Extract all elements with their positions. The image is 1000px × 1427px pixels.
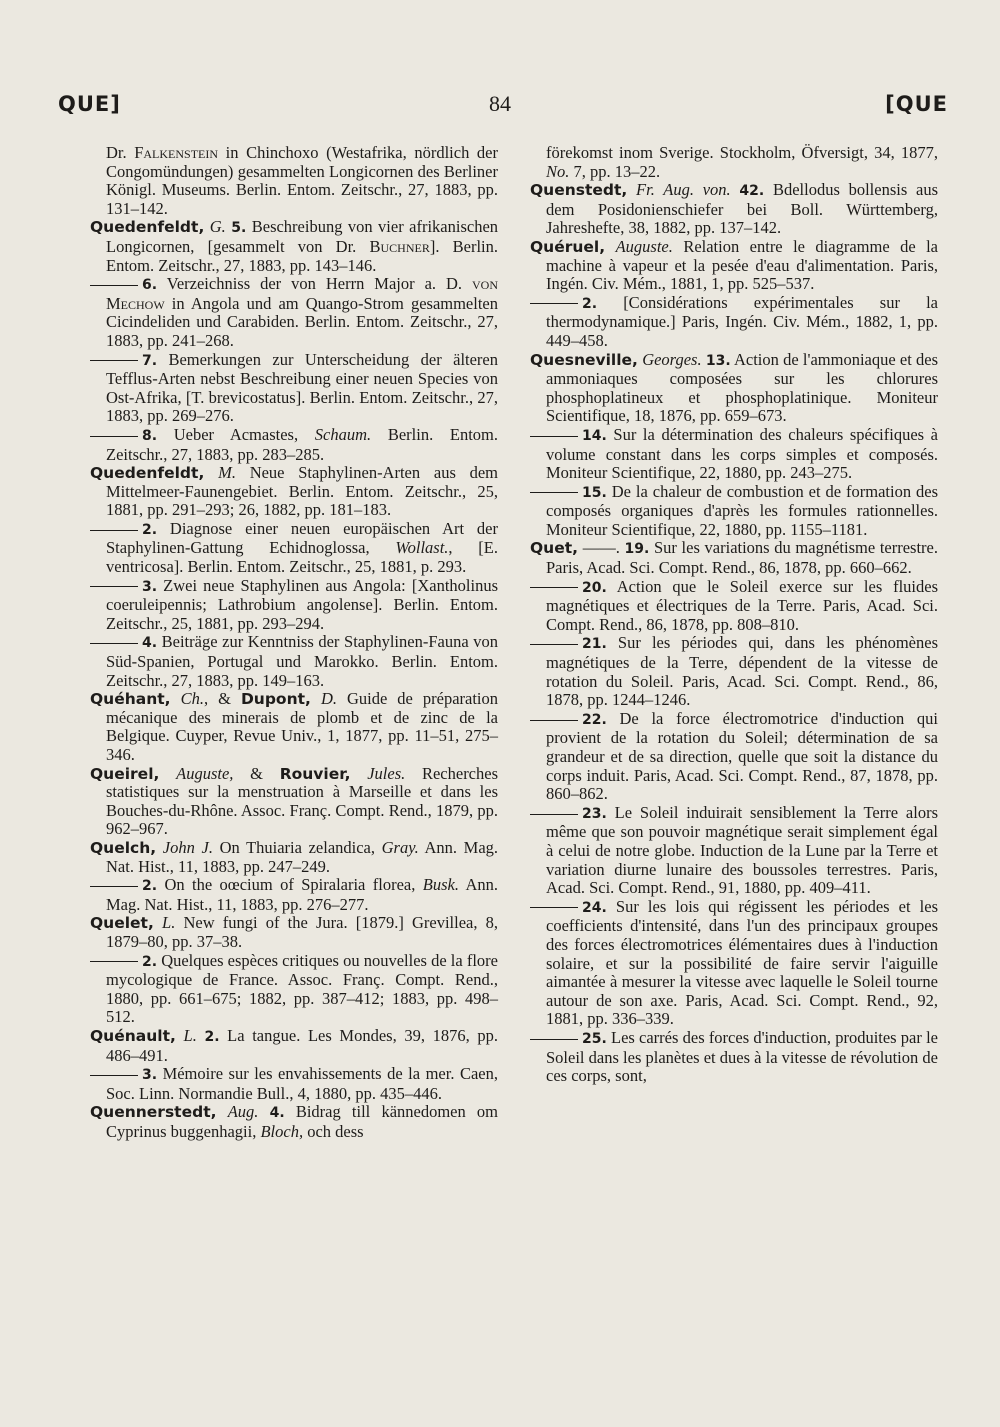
entry-text: , [E. ventricosa]. Berlin. Entom. Zeitschr., 25, 1881, p. 293.	[106, 538, 498, 577]
entry-text: Relation entre le diagramme de la machine à vapeur et la pesée d'eau d'alimentation. Paris, Ingén. Civ. Mém., 1881, 1, pp. 525–537.	[546, 236, 939, 294]
entry-text: D.	[320, 689, 337, 709]
author-name: Quéruel,	[530, 237, 606, 256]
entry-text: Action que le Soleil exerce sur les fluides magnétiques et électriques de la Terre. Paris, Acad. Sci. Compt. Rend., 86, 1878, pp. 808–810.	[546, 576, 938, 634]
ditto-rule	[530, 814, 578, 815]
entry-text: Zwei neue Staphylinen aus Angola: [Xantholinus coeruleipennis; Lathrobium angolense]. Berlin. Entom. Zeitschr., 25, 1881, pp. 293–294.	[106, 575, 498, 633]
entry-text	[627, 180, 636, 199]
bibliography-entry	[90, 876, 498, 914]
bibliography-entry	[530, 426, 938, 483]
entry-text: Aug.	[227, 1102, 259, 1122]
entry-number: 20.	[582, 579, 607, 596]
entry-text: Wollast.	[395, 538, 449, 558]
entry-number: 4.	[142, 635, 158, 652]
entry-text: Neue Staphylinen-Arten aus dem Mittelmeer-Faunengebiet. Berlin. Entom. Zeitschr., 25, 1881, pp. 291–293; 26, 1882, pp. 181–183.	[106, 463, 499, 520]
entry-text: L.	[162, 913, 176, 933]
entry-text: Beiträge zur Kenntniss der Staphylinen-Fauna von Süd-Spanien, Portugal und Marokko. Berlin. Entom. Zeitschr., 27, 1883, pp. 149–163.	[106, 632, 498, 690]
ditto-rule	[90, 436, 138, 437]
right-column	[530, 144, 938, 1086]
entry-number: 21.	[582, 636, 607, 653]
entry-text: Fr. Aug. von.	[636, 180, 731, 200]
entry-number: 22.	[582, 711, 607, 728]
ditto-rule	[530, 720, 578, 721]
entry-text: Verzeichniss der von Herrn Major a. D.	[157, 274, 472, 294]
ditto-rule	[530, 644, 578, 645]
entry-text: in Chinchoxo (Westafrika, nördlich der Congomündungen) gesammelten Longicornen des Berliner Königl. Museums. Berlin. Entom. Zeitschr., 27, 1883, pp. 131–142.	[106, 143, 498, 218]
bibliography-entry	[530, 238, 938, 294]
bibliography-entry	[530, 710, 938, 804]
author-name: Queirel,	[90, 764, 160, 783]
entry-number: 14.	[582, 427, 607, 444]
author-name: Dupont,	[240, 690, 311, 709]
entry-text: New fungi of the Jura. [1879.] Grevillea, 8, 1879–80, pp. 37–38.	[106, 913, 499, 951]
bibliography-entry	[530, 578, 938, 635]
entry-number: 25.	[582, 1030, 607, 1047]
author-name: Quénault,	[90, 1026, 176, 1045]
entry-text: Recherches statistiques sur la menstruation à Marseille et dans les Bouches-du-Rhône. Assoc. Franç. Compt. Rend., 1879, pp. 962–967.	[106, 763, 499, 839]
bibliography-entry	[530, 539, 938, 577]
entry-text	[171, 689, 181, 708]
author-name: Quedenfeldt,	[90, 464, 205, 483]
entry-text: 7, pp. 13–22.	[569, 161, 661, 181]
entry-text: Beschreibung von vier afrikanischen Longicornen, [gesammelt von Dr.	[106, 217, 499, 256]
author-name: Quelet,	[90, 914, 154, 933]
entry-text: Ch.	[180, 689, 204, 709]
entry-text: ]. Berlin. Entom. Zeitschr., 27, 1883, pp. 143–146.	[106, 236, 498, 275]
entry-text: Bloch,	[260, 1121, 304, 1141]
author-name: Quenstedt,	[530, 181, 628, 200]
author-name: Quesneville,	[530, 350, 638, 369]
bibliography-entry	[90, 464, 498, 520]
entry-text: Ueber Acmastes,	[157, 424, 315, 444]
entry-text	[311, 689, 321, 708]
entry-text: Les carrés des forces d'induction, produites par le Soleil dans les planètes et dues à la vitesse de révolution de ces corps, sont,	[546, 1027, 938, 1086]
bibliography-entry	[530, 898, 938, 1029]
ditto-rule	[530, 492, 578, 493]
entry-number: 4.	[269, 1105, 285, 1122]
entry-text: Bemerkungen zur Unterscheidung der älteren Tefflus-Arten nebst Beschreibung einer neuen Species von Ost-Afrika, [T. brevicostatus]. Berlin. Entom. Zeitschr., 27, 1883, pp. 269–276.	[106, 349, 498, 426]
entry-text: Diagnose einer neuen europäischen Art der Staphylinen-Gattung Echidnoglossa,	[106, 518, 498, 558]
left-column	[90, 144, 498, 1141]
entry-text: Mémoire sur les envahissements de la mer. Caen, Soc. Linn. Normandie Bull., 4, 1880, pp. 435–446.	[106, 1064, 498, 1103]
entry-text: La tangue. Les Mondes, 39, 1876, pp. 486–491.	[106, 1025, 499, 1065]
entry-text: John J.	[162, 837, 213, 857]
entry-text: De la force électromotrice d'induction qui provient de la rotation du Soleil; détermination de sa grandeur et de sa direction, quelle que soit la distance du corps induit. Paris, Acad. Sci. Compt. Rend., 87, 1878, pp. 860–862.	[546, 708, 938, 804]
running-head-right: [QUE	[885, 92, 948, 116]
ditto-rule	[90, 1075, 138, 1076]
ditto-rule	[530, 436, 578, 437]
bibliography-entry	[90, 690, 498, 764]
ditto-rule	[90, 360, 138, 361]
entry-text: Falkenstein	[134, 143, 219, 162]
author-name: Quennerstedt,	[90, 1103, 217, 1122]
author-name: Quéhant,	[90, 690, 171, 709]
entry-number: 2.	[142, 878, 158, 895]
entry-text: Le Soleil induirait sensiblement la Terre alors même que son pouvoir magnétique serait simplement égal à celui de notre globe. Induction de la Lune par la Terre et variation diurne lunaire des boussoles terrestres. Paris, Acad. Sci. Compt. Rend., 91, 1880, pp. 409–411.	[546, 802, 938, 898]
entry-text	[156, 838, 163, 857]
entry-text: G.	[209, 217, 226, 237]
ditto-rule	[90, 586, 138, 587]
bibliography-entry	[90, 839, 498, 876]
ditto-rule	[530, 1039, 578, 1040]
bibliography-entry	[530, 634, 938, 709]
author-name: Quelch,	[90, 838, 157, 857]
entry-text: Jules.	[367, 763, 406, 783]
ditto-rule	[90, 643, 138, 644]
entry-text: Auguste.	[615, 236, 673, 256]
entry-number: 15.	[582, 484, 607, 501]
entry-number: 2.	[582, 295, 598, 312]
entry-number: 3.	[142, 1067, 158, 1084]
ditto-rule	[90, 886, 138, 887]
bibliography-entry	[90, 351, 498, 426]
entry-text: Quelques espèces critiques ou nouvelles de la flore mycologique de France. Assoc. Franç. Compt. Rend., 1880, pp. 661–675; 1882, pp. 387–412; 1883, pp. 498–512.	[106, 950, 498, 1027]
entry-text	[258, 1102, 269, 1121]
entry-text: No.	[546, 161, 570, 181]
entry-number: 5.	[231, 220, 247, 237]
entry-text: Bdellodus bollensis aus dem Posidonienschiefer bei Boll. Württemberg, Jahreshefte, 38, 1882, pp. 137–142.	[546, 180, 938, 238]
entry-number: 19.	[624, 541, 650, 558]
author-name: Rouvier,	[279, 764, 351, 783]
entry-text: von Mechow	[106, 274, 498, 313]
entry-text: Busk.	[422, 875, 459, 895]
entry-text: On the oœcium of Spiralaria florea,	[157, 875, 423, 895]
entry-number: 6.	[142, 277, 158, 294]
entry-text	[351, 764, 368, 783]
page-number: 84	[489, 91, 511, 116]
entry-text: [Considérations expérimentales sur la thermodynamique.] Paris, Ingén. Civ. Mém., 1882, 1, pp. 449–458.	[546, 292, 938, 350]
bibliography-entry	[530, 351, 938, 426]
bibliography-entry	[90, 765, 498, 839]
ditto-rule	[530, 587, 578, 588]
author-name: Quedenfeldt,	[90, 218, 205, 237]
entry-text	[176, 1026, 184, 1045]
entry-number: 3.	[142, 578, 158, 595]
entry-text: Guide de préparation mécanique des minerais de plomb et de zinc de la Belgique. Cuyper, Revue Univ., 1, 1877, pp. 11–51, 275–346.	[106, 689, 499, 764]
author-name: Quet,	[530, 539, 579, 558]
entry-number: 7.	[142, 352, 158, 369]
entry-text: &	[233, 763, 280, 783]
bibliography-entry	[90, 275, 498, 350]
ditto-rule	[90, 961, 138, 962]
bibliography-entry	[530, 1029, 938, 1086]
entry-text: Sur les périodes qui, dans les phénomènes magnétiques de la Terre, dépendent de la vitesse de rotation du Soleil. Paris, Acad. Sci. Compt. Rend., 86, 1878, pp. 1244–1246.	[546, 633, 938, 710]
bibliography-entry	[530, 483, 938, 540]
bibliography-entry	[90, 1065, 498, 1103]
entry-text: och dess	[303, 1121, 364, 1141]
bibliography-entry	[90, 218, 498, 275]
bibliography-entry	[90, 144, 498, 218]
bibliography-entry	[90, 914, 498, 951]
ditto-rule	[530, 907, 578, 908]
entry-text: in Angola und am Quango-Strom gesammelten Cicindeliden und Carabiden. Berlin. Entom. Zeitschr., 27, 1883, pp. 241–268.	[106, 293, 498, 350]
entry-text: Buchner	[369, 236, 430, 256]
entry-text: Auguste,	[176, 763, 234, 783]
entry-text: On Thuiaria zelandica,	[212, 837, 382, 857]
entry-number: 2.	[204, 1028, 220, 1045]
entry-text: förekomst inom Sverige. Stockholm, Öfversigt, 34, 1877,	[546, 143, 938, 162]
entry-number: 2.	[142, 521, 158, 538]
entry-text: Ann. Mag. Nat. Hist., 11, 1883, pp. 276–277.	[106, 875, 498, 914]
entry-text: ——.	[578, 538, 625, 558]
entry-text: Sur les lois qui régissent les périodes et les coefficients d'intensité, dans l'un des principaux groupes des forces électromotrices élémentaires dues à l'induction solaire, et sur la possibilité de faire servir l'aiguille aimantée à mesurer la vitesse avec laquelle le Soleil tourne autour de son axe. Paris, Acad. Sci. Compt. Rend., 92, 1881, pp. 336–339.	[546, 896, 938, 1029]
entry-text: Bidrag till kännedomen om Cyprinus buggenhagii,	[106, 1102, 499, 1141]
bibliography-entry	[530, 804, 938, 898]
entry-text	[154, 913, 162, 932]
running-head-left: QUE]	[58, 92, 121, 116]
ditto-rule	[90, 285, 138, 286]
bibliography-entry	[90, 952, 498, 1027]
entry-text: Georges.	[642, 349, 702, 369]
bibliography-entry	[530, 294, 938, 351]
entry-text	[217, 1102, 228, 1121]
entry-text: , &	[203, 689, 241, 709]
bibliography-entry	[90, 520, 498, 577]
entry-text: Ann. Mag. Nat. Hist., 11, 1883, pp. 247–249.	[106, 837, 499, 876]
entry-text	[605, 237, 615, 256]
entry-text: L.	[183, 1025, 197, 1045]
entry-text: M.	[218, 463, 236, 483]
entry-number: 2.	[142, 953, 158, 970]
entry-text: Berlin. Entom. Zeitschr., 27, 1883, pp. 283–285.	[106, 424, 499, 464]
entry-text: Schaum.	[314, 424, 372, 444]
bibliography-entry	[90, 1103, 498, 1141]
entry-text: Dr.	[106, 143, 135, 162]
bibliography-entry	[90, 1027, 498, 1065]
entry-number: 23.	[582, 805, 607, 822]
ditto-rule	[530, 303, 578, 304]
entry-text: De la chaleur de combustion et de formation des composés organiques d'après les formules rationnelles. Moniteur Scientifique, 22, 1880, pp. 1155–1181.	[546, 481, 938, 539]
entry-text	[204, 463, 218, 482]
ditto-rule	[90, 530, 138, 531]
bibliography-entry	[530, 144, 938, 181]
entry-text	[159, 764, 176, 783]
bibliography-entry	[90, 633, 498, 690]
entry-text: Gray.	[381, 837, 419, 857]
entry-text: Sur la détermination des chaleurs spécifiques à volume constant dans les corps simples et composés. Moniteur Scientifique, 22, 1880, pp. 243–275.	[546, 424, 938, 483]
entry-text: Sur les variations du magnétisme terrestre. Paris, Acad. Sci. Compt. Rend., 86, 1878, pp. 660–662.	[546, 538, 938, 578]
bibliography-entry	[90, 577, 498, 634]
entry-number: 8.	[142, 427, 158, 444]
entry-number: 13.	[705, 352, 731, 369]
bibliography-entry	[90, 426, 498, 464]
entry-number: 42.	[739, 183, 765, 200]
entry-text: Action de l'ammoniaque et des ammoniaques composées sur les chlorures phosphoplatineux et phosphoplatinique. Moniteur Scientifique, 18, 1876, pp. 659–673.	[546, 349, 939, 426]
entry-number: 24.	[582, 899, 607, 916]
bibliography-entry	[530, 181, 938, 238]
